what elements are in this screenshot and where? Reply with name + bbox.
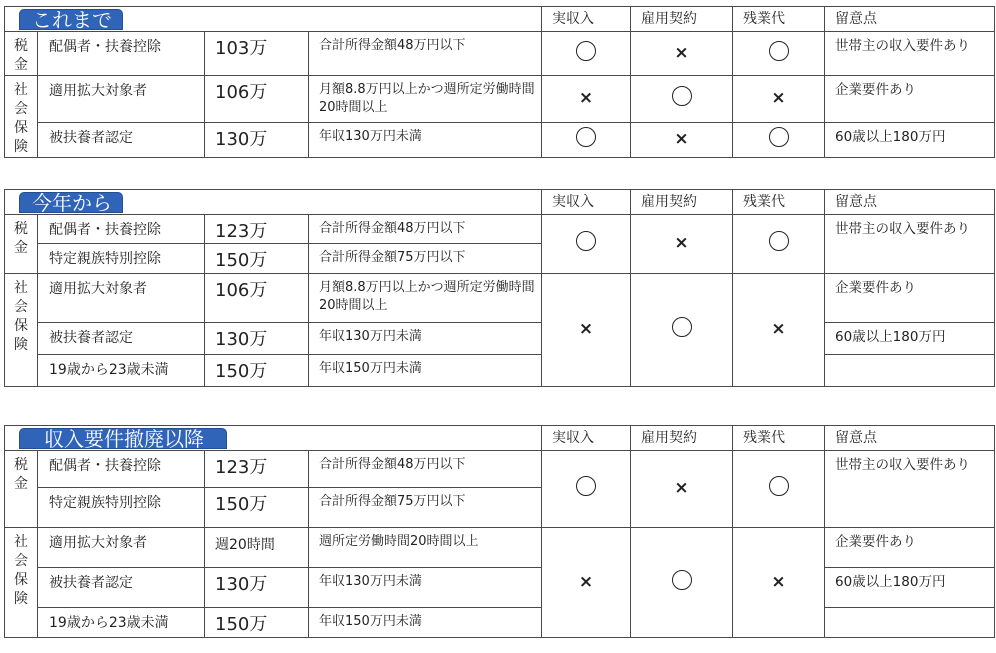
- section-title: 今年から: [19, 192, 123, 213]
- row-note: 60歳以上180万円: [825, 568, 995, 608]
- cross-mark: ×: [771, 87, 786, 108]
- section-title: 収入要件撤廃以降: [19, 428, 227, 449]
- row-amount: 106万: [205, 274, 309, 323]
- category-tax: 税金: [5, 451, 38, 528]
- cross-mark: ×: [674, 42, 689, 63]
- row-amount: 130万: [205, 568, 309, 608]
- mark-koyo: [631, 451, 733, 528]
- row-note: 企業要件あり: [825, 274, 995, 323]
- circle-mark: [576, 476, 596, 496]
- row-condition: 月額8.8万円以上かつ週所定労働時間20時間以上: [309, 274, 542, 323]
- row-condition: 合計所得金額48万円以下: [309, 451, 542, 488]
- col-header-zangyo: 残業代: [733, 426, 825, 451]
- row-label: 適用拡大対象者: [38, 76, 205, 123]
- category-tax: 税金: [5, 32, 38, 76]
- mark-koyo: [631, 274, 733, 387]
- mark-zangyo: [733, 215, 825, 274]
- mark-koyo: [631, 32, 733, 76]
- row-label: 適用拡大対象者: [38, 528, 205, 568]
- mark-koyo: [631, 122, 733, 157]
- row-label: 配偶者・扶養控除: [38, 215, 205, 244]
- cross-mark: ×: [674, 478, 689, 498]
- table-row: [5, 215, 995, 244]
- row-label: 適用拡大対象者: [38, 274, 205, 323]
- circle-mark: [769, 476, 789, 496]
- circle-mark: [576, 41, 596, 61]
- table-row: [5, 122, 995, 157]
- row-amount: 150万: [205, 488, 309, 528]
- row-note: 60歳以上180万円: [825, 323, 995, 355]
- row-label: 19歳から23歳未満: [38, 355, 205, 387]
- circle-mark: [769, 41, 789, 61]
- table-row: [5, 568, 995, 608]
- mark-koyo: [631, 215, 733, 274]
- circle-mark: [672, 317, 692, 337]
- cross-mark: ×: [674, 233, 689, 253]
- col-header-koyo: 雇用契約: [631, 426, 733, 451]
- mark-koyo: [631, 76, 733, 123]
- row-amount: 150万: [205, 608, 309, 638]
- row-label: 被扶養者認定: [38, 568, 205, 608]
- row-amount: 123万: [205, 215, 309, 244]
- col-header-jisshunyu: 実収入: [542, 190, 631, 215]
- cross-mark: ×: [578, 319, 594, 339]
- row-condition: 週所定労働時間20時間以上: [309, 528, 542, 568]
- col-header-koyo: 雇用契約: [631, 7, 733, 32]
- mark-zangyo: [733, 451, 825, 528]
- circle-mark: [769, 127, 789, 147]
- row-amount: 106万: [205, 76, 309, 123]
- mark-jisshunyu: [542, 528, 631, 638]
- circle-mark: [769, 231, 789, 251]
- row-label: 特定親族特別控除: [38, 488, 205, 528]
- row-note: 世帯主の収入要件あり: [825, 32, 995, 76]
- section-title: これまで: [19, 9, 123, 30]
- table-row: [5, 451, 995, 488]
- row-note: 企業要件あり: [825, 76, 995, 123]
- row-condition: 合計所得金額48万円以下: [309, 215, 542, 244]
- circle-mark: [576, 231, 596, 251]
- mark-zangyo: [733, 32, 825, 76]
- table-row: [5, 274, 995, 323]
- circle-mark: [672, 570, 692, 590]
- mark-jisshunyu: [542, 76, 631, 123]
- mark-jisshunyu: [542, 122, 631, 157]
- category-social: 社会保険: [5, 76, 38, 158]
- col-header-zangyo: 残業代: [733, 190, 825, 215]
- category-tax: 税金: [5, 215, 38, 274]
- table-shunyu-yoken-teppai: [4, 425, 995, 638]
- cross-mark: ×: [578, 571, 594, 592]
- row-amount: 週20時間: [205, 528, 309, 568]
- table-koremade: [4, 6, 995, 158]
- row-label: 特定親族特別控除: [38, 244, 205, 274]
- mark-jisshunyu: [542, 215, 631, 274]
- table-row: [5, 608, 995, 638]
- row-amount: 130万: [205, 323, 309, 355]
- row-note: 世帯主の収入要件あり: [825, 451, 995, 528]
- row-label: 配偶者・扶養控除: [38, 32, 205, 76]
- row-condition: 年収130万円未満: [309, 122, 542, 157]
- row-label: 被扶養者認定: [38, 122, 205, 157]
- col-header-jisshunyu: 実収入: [542, 7, 631, 32]
- row-amount: 130万: [205, 122, 309, 157]
- mark-zangyo: [733, 274, 825, 387]
- col-header-koyo: 雇用契約: [631, 190, 733, 215]
- row-note: [825, 608, 995, 638]
- col-header-ryuiten: 留意点: [825, 7, 995, 32]
- row-label: 19歳から23歳未満: [38, 608, 205, 638]
- col-header-zangyo: 残業代: [733, 7, 825, 32]
- mark-jisshunyu: [542, 274, 631, 387]
- section-header: [5, 426, 542, 451]
- row-condition: 合計所得金額48万円以下: [309, 32, 542, 76]
- table-row: [5, 32, 995, 76]
- row-condition: 月額8.8万円以上かつ週所定労働時間20時間以上: [309, 76, 542, 123]
- col-header-ryuiten: 留意点: [825, 426, 995, 451]
- table-row: [5, 76, 995, 123]
- col-header-jisshunyu: 実収入: [542, 426, 631, 451]
- row-amount: 123万: [205, 451, 309, 488]
- row-condition: 年収150万円未満: [309, 608, 542, 638]
- col-header-ryuiten: 留意点: [825, 190, 995, 215]
- section-header: [5, 7, 542, 32]
- row-condition: 年収130万円未満: [309, 323, 542, 355]
- table-row: [5, 323, 995, 355]
- cross-mark: ×: [674, 128, 689, 149]
- mark-zangyo: [733, 76, 825, 123]
- row-note: 世帯主の収入要件あり: [825, 215, 995, 274]
- row-amount: 150万: [205, 355, 309, 387]
- row-condition: 合計所得金額75万円以下: [309, 244, 542, 274]
- table-kotoshi: [4, 189, 995, 387]
- row-note: 企業要件あり: [825, 528, 995, 568]
- row-condition: 年収150万円未満: [309, 355, 542, 387]
- category-social: 社会保険: [5, 274, 38, 387]
- row-note: [825, 355, 995, 387]
- category-social: 社会保険: [5, 528, 38, 638]
- row-condition: 年収130万円未満: [309, 568, 542, 608]
- circle-mark: [672, 86, 692, 106]
- section-header: [5, 190, 542, 215]
- mark-zangyo: [733, 528, 825, 638]
- cross-mark: ×: [771, 571, 786, 592]
- row-amount: 103万: [205, 32, 309, 76]
- mark-jisshunyu: [542, 451, 631, 528]
- row-condition: 合計所得金額75万円以下: [309, 488, 542, 528]
- circle-mark: [576, 127, 596, 147]
- cross-mark: ×: [578, 87, 594, 108]
- mark-jisshunyu: [542, 32, 631, 76]
- row-label: 被扶養者認定: [38, 323, 205, 355]
- table-row: [5, 528, 995, 568]
- mark-zangyo: [733, 122, 825, 157]
- mark-koyo: [631, 528, 733, 638]
- cross-mark: ×: [771, 319, 786, 339]
- row-amount: 150万: [205, 244, 309, 274]
- row-note: 60歳以上180万円: [825, 122, 995, 157]
- table-row: [5, 355, 995, 387]
- row-label: 配偶者・扶養控除: [38, 451, 205, 488]
